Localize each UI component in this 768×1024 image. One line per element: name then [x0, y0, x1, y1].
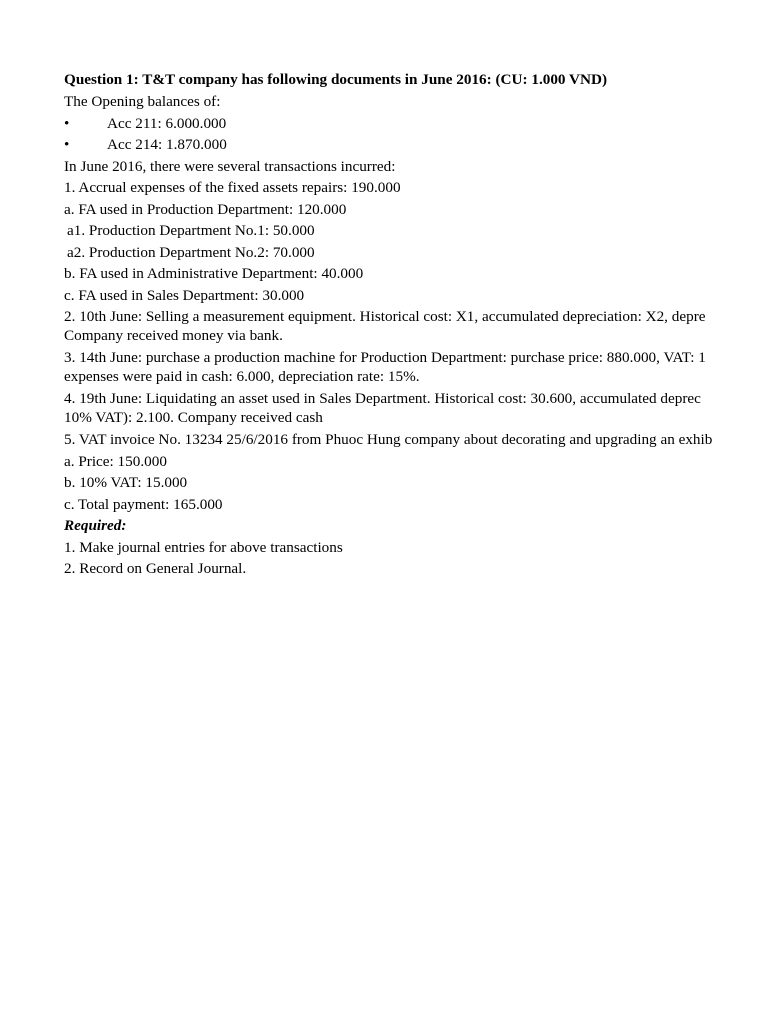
transaction-3	[64, 348, 768, 386]
transaction-1-item-b: b. FA used in Administrative Department: 40.000	[64, 265, 364, 282]
transaction-1: 1. Accrual expenses of the fixed assets repairs: 190.000	[64, 179, 401, 196]
transaction-4	[64, 389, 768, 427]
transaction-4-line-1: 4. 19th June: Liquidating an asset used in Sales Department. Historical cost: 30.600, accumulated deprec	[64, 390, 701, 407]
transaction-5-item-a: a. Price: 150.000	[64, 452, 167, 470]
transaction-5: 5. VAT invoice No. 13234 25/6/2016 from Phuoc Hung company about decorating and upgrading an exhib	[64, 431, 713, 448]
transaction-2-line-2: Company received money via bank.	[64, 327, 283, 344]
transaction-3-line-2: expenses were paid in cash: 6.000, depreciation rate: 15%.	[64, 368, 420, 385]
balance-text: Acc 214: 1.870.000	[107, 136, 227, 153]
balance-item	[64, 135, 768, 154]
transaction-5-item-c: c. Total payment: 165.000	[64, 495, 223, 513]
question-title: Question 1: T&T company has following documents in June 2016: (CU: 1.000 VND)	[64, 71, 608, 88]
transaction-5-item-b: b. 10% VAT: 15.000	[64, 474, 188, 491]
bullet-icon: •	[64, 136, 70, 153]
bullet-icon: •	[64, 114, 70, 132]
transactions-intro: In June 2016, there were several transactions incurred:	[64, 157, 396, 175]
transaction-4-line-2: 10% VAT): 2.100. Company received cash	[64, 409, 323, 426]
transaction-1-item-a: a. FA used in Production Department: 120.000	[64, 200, 347, 218]
transaction-1-item-c: c. FA used in Sales Department: 30.000	[64, 286, 305, 304]
required-heading: Required:	[64, 517, 127, 534]
transaction-2-line-1: 2. 10th June: Selling a measurement equipment. Historical cost: X1, accumulated depreciation: X2, depre	[64, 308, 706, 325]
requirement-2: 2. Record on General Journal.	[64, 560, 247, 577]
requirement-1: 1. Make journal entries for above transactions	[64, 538, 343, 556]
opening-balances-intro: The Opening balances of:	[64, 93, 221, 110]
balance-item	[64, 114, 768, 133]
transaction-3-line-1: 3. 14th June: purchase a production machine for Production Department: purchase price: 880.000, VAT: 1	[64, 349, 706, 366]
transaction-1-item-a2: a2. Production Department No.2: 70.000	[67, 243, 315, 261]
transaction-2	[64, 307, 768, 345]
question-body	[64, 70, 768, 581]
transaction-1-item-a1: a1. Production Department No.1: 50.000	[67, 222, 315, 239]
balance-text: Acc 211: 6.000.000	[107, 114, 227, 132]
